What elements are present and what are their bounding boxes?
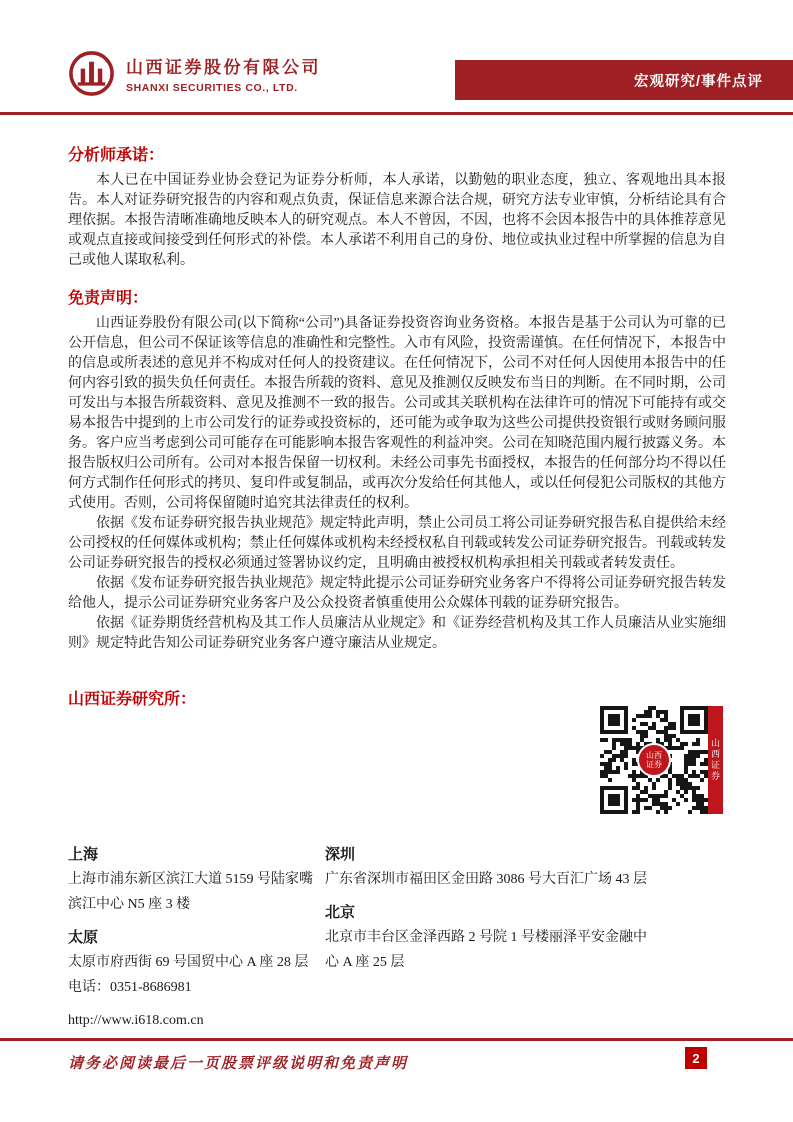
report-body [68, 142, 726, 654]
office-address: 上海市浦东新区滨江大道 5159 号陆家嘴滨江中心 N5 座 3 楼 [68, 872, 313, 912]
analyst-commitment-title: 分析师承诺： [68, 147, 165, 164]
website-link[interactable]: http://www.i618.com.cn [68, 1013, 204, 1028]
company-logo-icon [68, 50, 115, 97]
disclaimer-paragraph: 依据《发布证券研究报告执业规范》规定特此声明，禁止公司员工将公司证券研究报告私自提供给未经公司授权的任何媒体或机构；禁止任何媒体或机构未经授权私自刊载或转发公司证券研究报告。刊载或转发公司证券研究报告的授权必须通过签署协议约定，且明确由被授权机构承担相关刊载或者转发责任。 [68, 516, 726, 571]
research-institute-title: 山西证券研究所： [68, 691, 197, 708]
office-city-label: 北京 [325, 904, 356, 921]
office-address: 广东省深圳市福田区金田路 3086 号大百汇广场 43 层 [325, 872, 647, 887]
company-brand [68, 50, 321, 97]
office-shanghai [68, 842, 325, 917]
office-address: 太原市府西街 69 号国贸中心 A 座 28 层 [68, 955, 309, 970]
disclaimer-paragraph: 依据《证券期货经营机构及其工作人员廉洁从业规定》和《证券经营机构及其工作人员廉洁从业实施细则》规定特此告知公司证券研究业务客户遵守廉洁从业规定。 [68, 616, 726, 651]
office-city-label: 太原 [68, 929, 99, 946]
qr-center-logo-label: 山西证券 [646, 751, 662, 769]
qr-center-logo-icon [637, 743, 671, 777]
company-name-cn: 山西证券股份有限公司 [126, 58, 321, 77]
office-column-right [325, 842, 726, 1033]
disclaimer-paragraph: 依据《发布证券研究报告执业规范》规定特此提示公司证券研究业务客户不得将公司证券研究报告转发给他人，提示公司证券研究业务客户及公众投资者慎重使用公众媒体刊载的证券研究报告。 [68, 576, 726, 611]
office-phone: 电话：0351-8686981 [68, 980, 192, 995]
office-shenzhen [325, 842, 726, 892]
header-divider [0, 112, 793, 115]
office-addresses [68, 842, 726, 1033]
company-name-en: SHANXI SECURITIES CO., LTD. [126, 82, 298, 94]
office-taiyuan [68, 925, 325, 1000]
office-beijing [325, 900, 726, 975]
office-column-left [68, 842, 325, 1033]
report-type-banner: 宏观研究/事件点评 [455, 60, 793, 100]
office-city-label: 深圳 [325, 846, 356, 863]
qr-grid [600, 706, 708, 814]
analyst-commitment-paragraph: 本人已在中国证券业协会登记为证券分析师，本人承诺，以勤勉的职业态度，独立、客观地出具本报告。本人对证券研究报告的内容和观点负责，保证信息来源合法合规，研究方法专业审慎，分析结论具有合理依据。本报告清晰准确地反映本人的研究观点。本人不曾因，不因，也将不会因本报告中的具体推荐意见或观点直接或间接受到任何形式的补偿。本人承诺不利用自己的身份、地位或执业过程中所掌握的信息为自己或他人谋取私利。 [68, 173, 726, 268]
footer-divider [0, 1038, 793, 1041]
disclaimer-title: 免责声明： [68, 290, 149, 307]
company-names [126, 53, 321, 94]
qr-code [600, 706, 723, 814]
disclaimer-paragraph: 山西证券股份有限公司(以下简称“公司”)具备证券投资咨询业务资格。本报告是基于公司认为可靠的已公开信息，但公司不保证该等信息的准确性和完整性。入市有风险，投资需谨慎。在任何情况下，本报告中的信息或所表述的意见并不构成对任何人的投资建议。在任何情况下，公司不对任何人因使用本报告中的任何内容引致的损失负任何责任。本报告所载的资料、意见及推测仅反映发布当日的判断。在不同时期，公司可发出与本报告所载资料、意见及推测不一致的报告。公司或其关联机构在法律许可的情况下可能持有或交易本报告中提到的上市公司发行的证券或投资标的，还可能为或争取为这些公司提供投资银行或财务顾问服务。客户应当考虑到公司可能存在可能影响本报告客观性的利益冲突。公司在知晓范围内履行披露义务。本报告版权归公司所有。公司对本报告保留一切权利。未经公司事先书面授权，本报告的任何部分均不得以任何方式制作任何形式的拷贝、复印件或复制品，或再次分发给任何其他人，或以任何侵犯公司版权的其他方式使用。否则，公司将保留随时追究其法律责任的权利。 [68, 316, 726, 511]
office-address: 北京市丰台区金泽西路 2 号院 1 号楼丽泽平安金融中心 A 座 25 层 [325, 930, 647, 970]
footer-rating-notice: 请务必阅读最后一页股票评级说明和免责声明 [68, 1056, 409, 1072]
qr-brand-strip: 山西证券 [708, 706, 723, 814]
page-number-badge: 2 [685, 1047, 707, 1069]
office-city-label: 上海 [68, 846, 99, 863]
